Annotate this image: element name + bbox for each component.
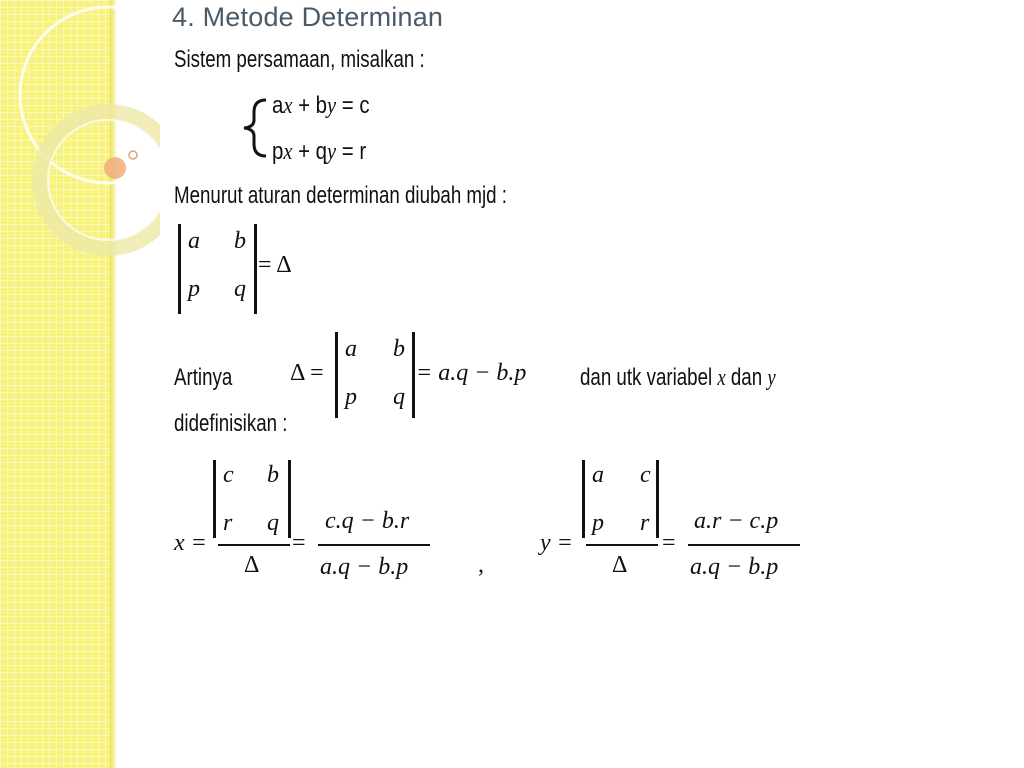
- det-cell: q: [234, 276, 246, 302]
- det-cell: a: [345, 336, 357, 362]
- after-text: dan utk variabel x dan y: [580, 364, 776, 391]
- det-cell: b: [267, 462, 279, 488]
- deco-dot: [104, 157, 126, 179]
- det-bar-right: [656, 460, 659, 538]
- intro-text: Sistem persamaan, misalkan :: [174, 46, 425, 73]
- det-cell: r: [640, 510, 650, 536]
- det-cell: a: [188, 228, 200, 254]
- det-cell: q: [393, 384, 405, 410]
- left-brace-icon: [232, 96, 272, 160]
- det-cell: p: [345, 384, 357, 410]
- fraction-line: [318, 544, 430, 546]
- separator-comma: ,: [478, 552, 484, 578]
- det-cell: q: [267, 510, 279, 536]
- det-bar-left: [213, 460, 216, 538]
- det-cell: c: [640, 462, 651, 488]
- det-equals-delta: = Δ: [258, 252, 292, 278]
- det-cell: b: [393, 336, 405, 362]
- denominator-delta: Δ: [612, 552, 628, 578]
- equals-sign: =: [662, 530, 676, 556]
- artinya-label: Artinya: [174, 364, 233, 391]
- det-cell: r: [223, 510, 233, 536]
- denominator-delta: Δ: [244, 552, 260, 578]
- det-cell: p: [592, 510, 604, 536]
- det-bar-right: [412, 332, 415, 418]
- det-bar-right: [288, 460, 291, 538]
- equation-2: px + qy = r: [272, 138, 367, 165]
- slide-title: 4. Metode Determinan: [172, 2, 444, 32]
- decorative-circles: [0, 0, 160, 320]
- det-cell: c: [223, 462, 234, 488]
- rule-text: Menurut aturan determinan diubah mjd :: [174, 182, 507, 209]
- fraction-numerator: a.r − c.p: [694, 508, 779, 534]
- fraction-denominator: a.q − b.p: [690, 554, 779, 580]
- fraction-denominator: a.q − b.p: [320, 554, 409, 580]
- fraction-numerator: c.q − b.r: [325, 508, 410, 534]
- y-lhs: y =: [540, 530, 573, 556]
- x-lhs: x =: [174, 530, 207, 556]
- delta-equals: Δ =: [290, 360, 324, 386]
- det-bar-left: [178, 224, 181, 314]
- det-cell: a: [592, 462, 604, 488]
- det-bar-left: [335, 332, 338, 418]
- fraction-line: [218, 544, 290, 546]
- delta-result: = a.q − b.p: [416, 360, 527, 386]
- equation-1: ax + by = c: [272, 92, 370, 119]
- det-bar-right: [254, 224, 257, 314]
- det-cell: b: [234, 228, 246, 254]
- deco-dot-small: [129, 151, 137, 159]
- fraction-line: [688, 544, 800, 546]
- defined-text: didefinisikan :: [174, 410, 288, 437]
- det-bar-left: [582, 460, 585, 538]
- deco-circle-inner: [48, 120, 160, 240]
- fraction-line: [586, 544, 658, 546]
- deco-ring: [40, 112, 160, 248]
- equals-sign: =: [292, 530, 306, 556]
- det-cell: p: [188, 276, 200, 302]
